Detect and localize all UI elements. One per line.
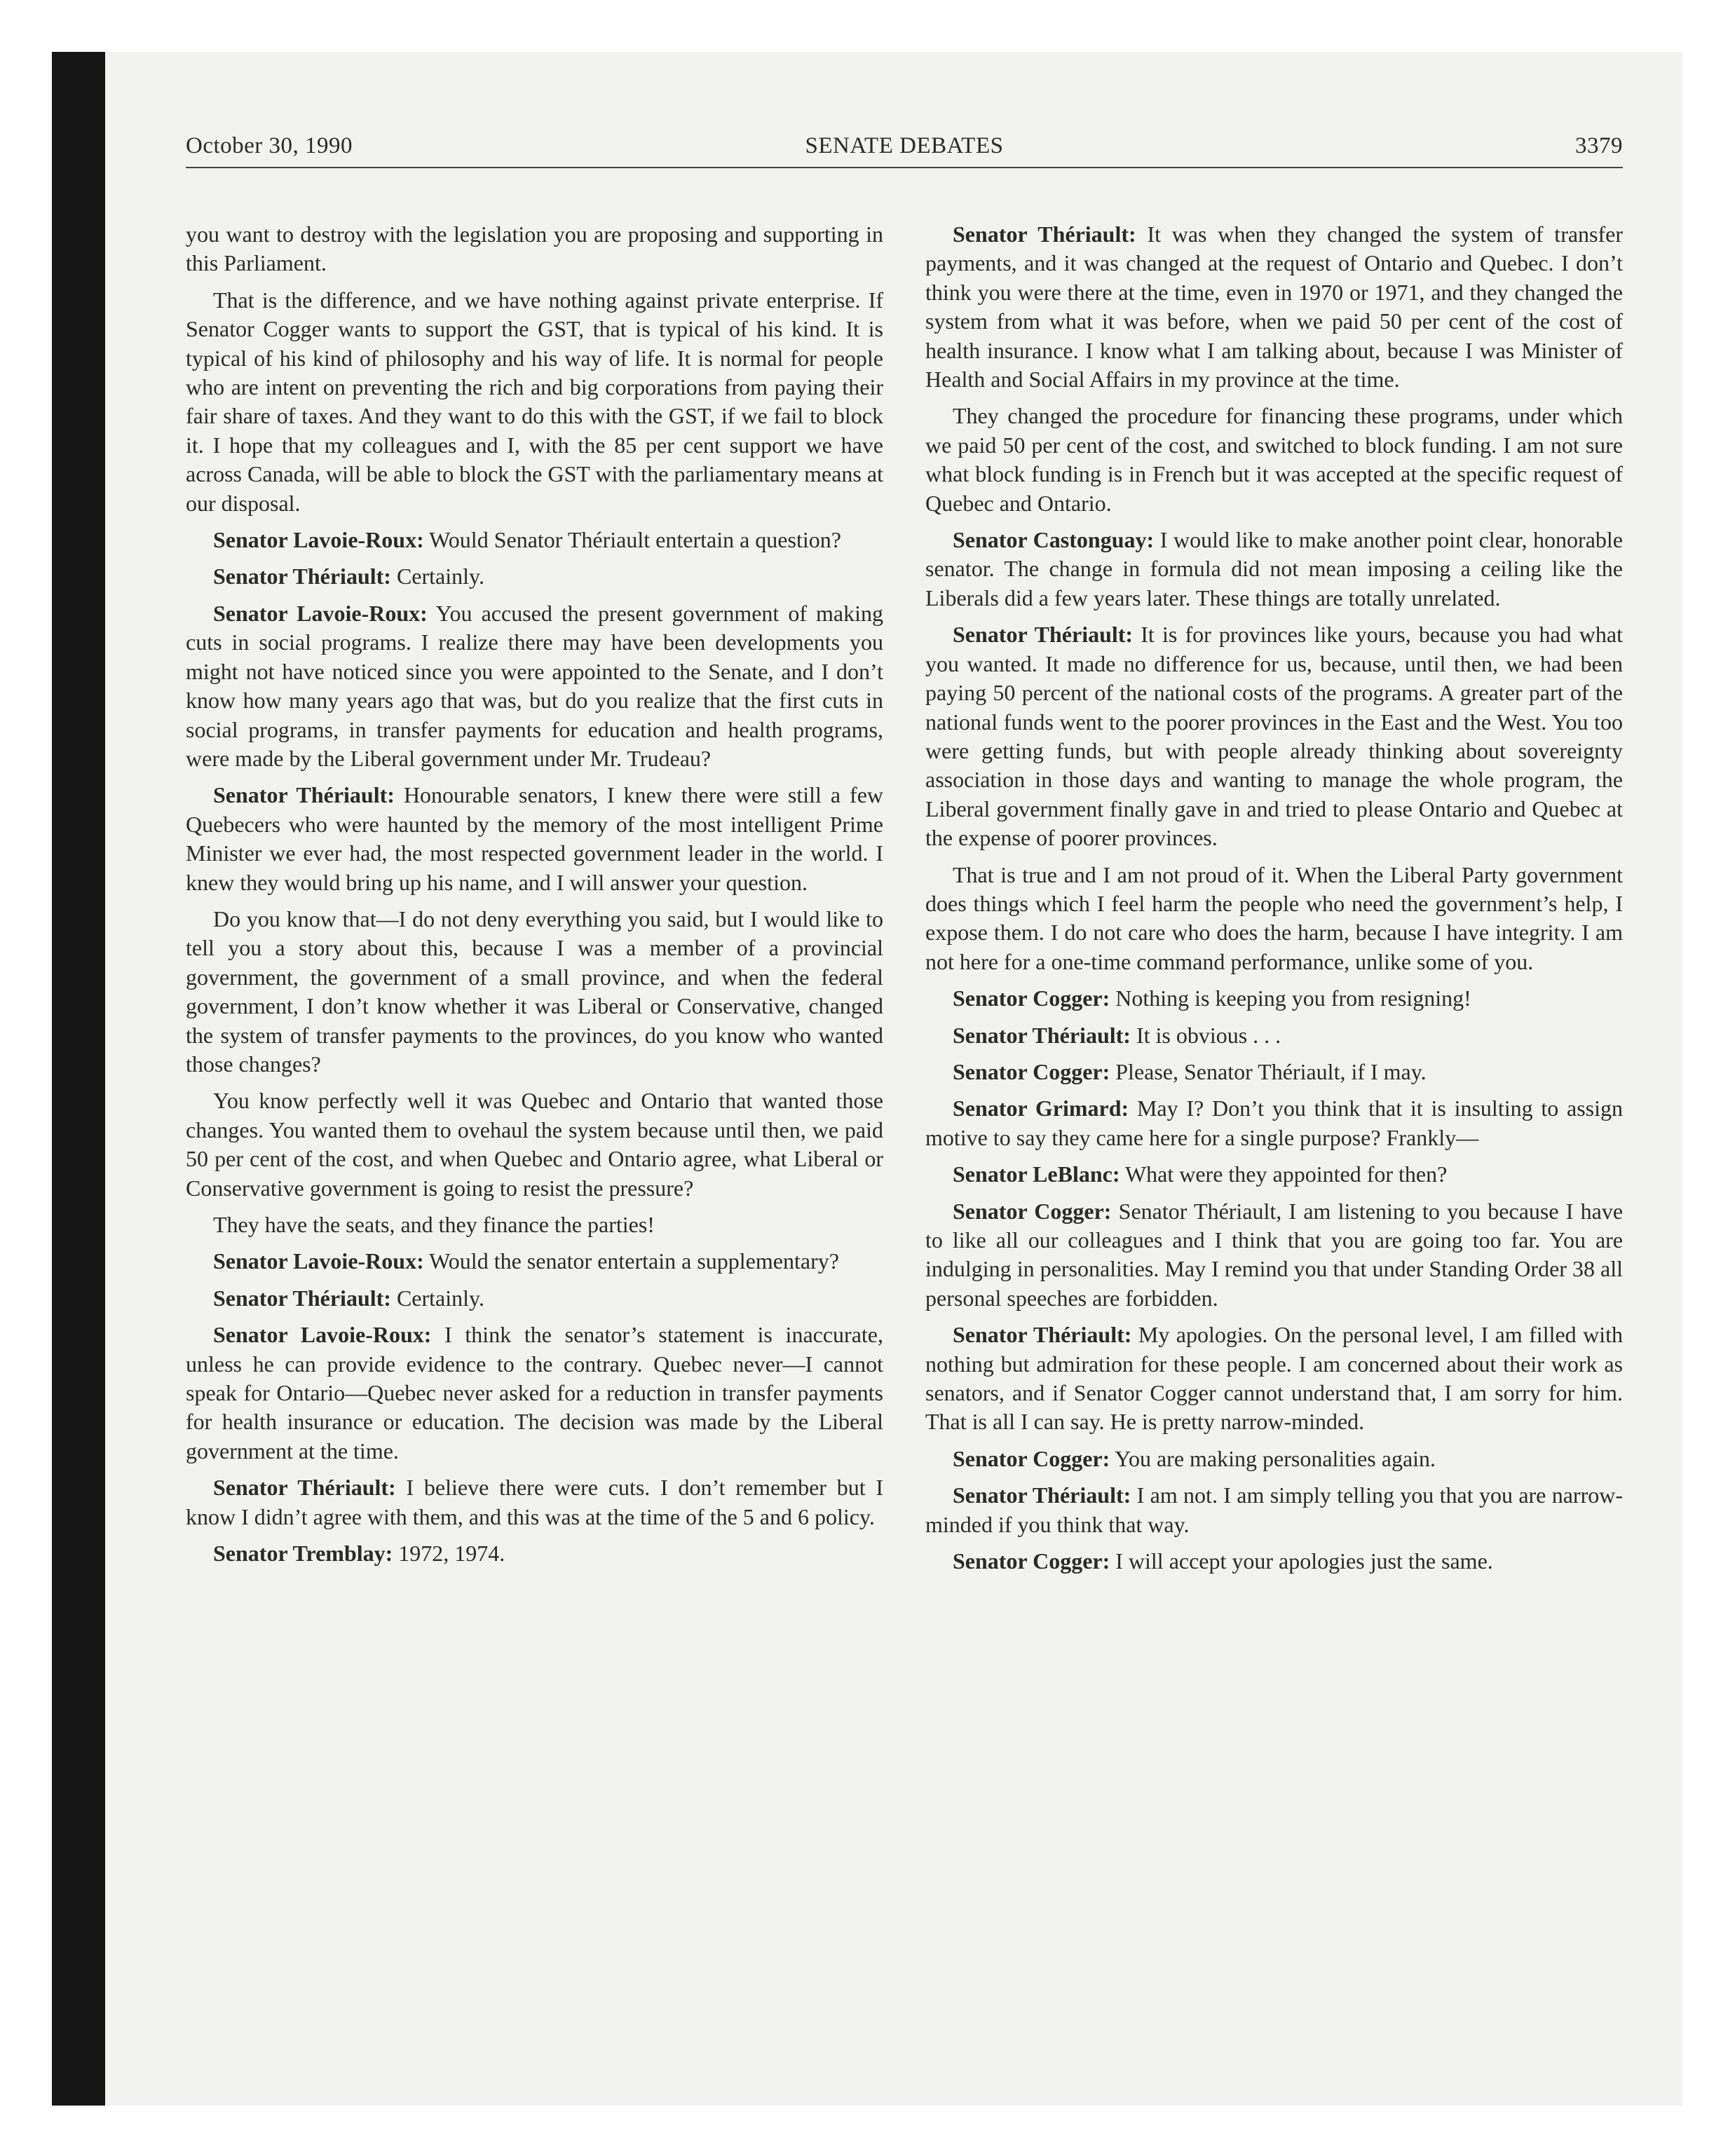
paragraph-text: That is true and I am not proud of it. When the Liberal Party government does things which I feel harm the people who need the government’s help, I expose them. I do not care who does the harm, because I have integrity. I am not here for a one-time command performance, unlike some of you.: [925, 861, 1623, 974]
paragraph-text: You accused the present government of making cuts in social programs. I realize there may have been developments you might not have noticed since you were appointed to the Senate, and I don’t know how many years ago that was, but do you realize that the first cuts in social programs, in transfer payments for education and health programs, were made by the Liberal government under Mr. Trudeau?: [186, 600, 884, 771]
paragraph-text: My apologies. On the personal level, I am filled with nothing but admiration for these people. I am concerned about their work as senators, and if Senator Cogger cannot understand that, I am sorry for him. That is all I can say. He is pretty narrow-minded.: [925, 1322, 1624, 1435]
paragraph-text: Honourable senators, I knew there were still a few Quebecers who were haunted by the memory of the most intelligent Prime Minister we ever had, the most respected government leader in the world. I knew they would bring up his name, and I will answer your question.: [186, 782, 884, 895]
right-column: [925, 220, 1623, 1583]
paragraph: [925, 984, 1623, 1013]
paragraph-text: Would Senator Thériault entertain a question?: [429, 527, 841, 553]
speaker-name: Senator Thériault:: [213, 1475, 396, 1501]
header-page-number: 3379: [1575, 133, 1623, 158]
paragraph-text: What were they appointed for then?: [1124, 1161, 1448, 1187]
paragraph-text: I think the senator’s statement is inaccurate, unless he can provide evidence to the contrary. Quebec never—I cannot speak for Ontario—Quebec never asked for a reduction in transfer payments for health insurance or education. The decision was made by the Liberal government at the time.: [186, 1322, 883, 1464]
paragraph: [186, 781, 883, 897]
paragraph-text: You know perfectly well it was Quebec and Ontario that wanted those changes. You wanted them to ovehaul the system because until then, we paid 50 per cent of the cost, and when Quebec and Ontario agree, what Liberal or Conservative government is going to resist the pressure?: [186, 1088, 883, 1201]
paragraph: [925, 1021, 1623, 1050]
paragraph-text: I will accept your apologies just the same.: [1115, 1548, 1493, 1574]
speaker-name: Senator Thériault:: [213, 1285, 391, 1311]
paragraph: [186, 1321, 883, 1466]
speaker-name: Senator Thériault:: [213, 564, 391, 589]
paragraph: [925, 620, 1623, 852]
paragraph: [186, 286, 883, 518]
paragraph: [186, 905, 883, 1079]
speaker-name: Senator Lavoie-Roux:: [213, 1248, 424, 1274]
header-title: SENATE DEBATES: [805, 133, 1004, 158]
paragraph: [925, 861, 1623, 977]
paragraph-text: Please, Senator Thériault, if I may.: [1115, 1058, 1427, 1084]
paragraph: [925, 1058, 1623, 1086]
speaker-name: Senator Thériault:: [953, 622, 1134, 648]
paragraph: [186, 526, 883, 554]
speaker-name: Senator Cogger:: [953, 985, 1110, 1011]
speaker-name: Senator Thériault:: [953, 1022, 1131, 1048]
paragraph: [186, 1473, 883, 1531]
scan-binding-edge: [52, 52, 105, 2106]
paragraph: [925, 1321, 1623, 1437]
running-head: [186, 133, 1623, 165]
paragraph: [186, 599, 883, 773]
paragraph: [186, 220, 883, 278]
paragraph: [925, 1160, 1623, 1189]
paragraph-text: It was when they changed the system of transfer payments, and it was changed at the request of Ontario and Quebec. I don’t think you were there at the time, even in 1970 or 1971, and they changed the system from what it was before, when we paid 50 per cent of the cost of health insurance. I know what I am talking about, because I was Minister of Health and Social Affairs in my province at the time.: [925, 221, 1624, 393]
paragraph-text: It is obvious . . .: [1136, 1022, 1281, 1048]
header-rule: [186, 167, 1623, 168]
speaker-name: Senator Castonguay:: [953, 527, 1155, 553]
speaker-name: Senator Thériault:: [953, 1482, 1131, 1508]
paragraph: [186, 1086, 883, 1203]
speaker-name: Senator Lavoie-Roux:: [213, 600, 428, 626]
paragraph-text: I am not. I am simply telling you that you are narrow-minded if you think that way.: [925, 1482, 1624, 1537]
paragraph: [186, 562, 883, 591]
paragraph-text: I believe there were cuts. I don’t remember but I know I didn’t agree with them, and this was at the time of the 5 and 6 policy.: [186, 1475, 884, 1529]
paragraph: [925, 402, 1623, 518]
paragraph-text: Senator Thériault, I am listening to you because I have to like all our colleagues and I think that you are going too far. You are indulging in personalities. May I remind you that under Standing Order 38 all personal speeches are forbidden.: [925, 1198, 1624, 1311]
paragraph-text: Certainly.: [396, 1285, 484, 1311]
speaker-name: Senator Lavoie-Roux:: [213, 527, 424, 553]
paragraph-text: That is the difference, and we have nothing against private enterprise. If Senator Cogger wants to support the GST, that is typical of his kind. It is typical of his kind of philosophy and his way of life. It is normal for people who are intent on preventing the rich and big corporations from paying their fair share of taxes. And they want to do this with the GST, if we fail to block it. I hope that my colleagues and I, with the 85 per cent support we have across Canada, will be able to block the GST with the parliamentary means at our disposal.: [186, 287, 883, 516]
speaker-name: Senator Cogger:: [953, 1198, 1112, 1224]
paragraph: [925, 1197, 1623, 1314]
speaker-name: Senator LeBlanc:: [953, 1161, 1120, 1187]
speaker-name: Senator Cogger:: [953, 1548, 1110, 1574]
paragraph: [925, 1547, 1623, 1576]
paragraph: [186, 1539, 883, 1568]
speaker-name: Senator Thériault:: [953, 1322, 1132, 1348]
speaker-name: Senator Grimard:: [953, 1096, 1129, 1121]
paragraph-text: you want to destroy with the legislation you are proposing and supporting in this Parliament.: [186, 221, 883, 276]
speaker-name: Senator Cogger:: [953, 1445, 1110, 1471]
paragraph: [925, 220, 1623, 394]
speaker-name: Senator Thériault:: [213, 782, 395, 808]
paragraph: [186, 1284, 883, 1313]
paragraph: [186, 1247, 883, 1276]
paragraph-text: They have the seats, and they finance the parties!: [213, 1212, 655, 1237]
paragraph: [186, 1210, 883, 1239]
paragraph-text: Would the senator entertain a supplementary?: [429, 1248, 839, 1274]
paragraph-text: Do you know that—I do not deny everything you said, but I would like to tell you a story about this, because I was a member of a provincial government, the government of a small province, and when the federal government, I don’t know whether it was Liberal or Conservative, changed the system of transfer payments to the provinces, do you know who wanted those changes?: [186, 906, 883, 1077]
header-date: October 30, 1990: [186, 133, 353, 158]
speaker-name: Senator Tremblay:: [213, 1541, 393, 1567]
paragraph-text: 1972, 1974.: [398, 1541, 505, 1567]
paragraph-text: I would like to make another point clear, honorable senator. The change in formula did not mean imposing a ceiling like the Liberals did a few years later. These things are totally unrelated.: [925, 527, 1624, 610]
paragraph-text: May I? Don’t you think that it is insulting to assign motive to say they came here for a single purpose? Frankly—: [925, 1096, 1624, 1150]
speaker-name: Senator Cogger:: [953, 1058, 1110, 1084]
paragraph-text: It is for provinces like yours, because you had what you wanted. It made no difference for us, because, until then, we had been paying 50 percent of the national costs of the programs. A greater part of the national funds went to the poorer provinces in the East and the West. You too were getting funds, but with people already thinking about sovereignty association in those days and wanting to manage the whole program, the Liberal government finally gave in and tried to please Ontario and Quebec at the expense of poorer provinces.: [925, 622, 1624, 851]
left-column: [186, 220, 883, 1576]
paragraph-text: Certainly.: [396, 564, 484, 589]
paragraph-text: You are making personalities again.: [1115, 1445, 1436, 1471]
paragraph-text: They changed the procedure for financing these programs, under which we paid 50 per cent of the cost, and switched to block funding. I am not sure what block funding is in French but it was accepted at the specific request of Quebec and Ontario.: [925, 403, 1623, 516]
paragraph: [925, 1445, 1623, 1473]
paragraph-text: Nothing is keeping you from resigning!: [1115, 985, 1471, 1011]
paragraph: [925, 1094, 1623, 1152]
paragraph: [925, 526, 1623, 613]
speaker-name: Senator Lavoie-Roux:: [213, 1322, 432, 1348]
paragraph: [925, 1481, 1623, 1539]
speaker-name: Senator Thériault:: [953, 221, 1136, 247]
page-content: [186, 133, 1624, 1574]
